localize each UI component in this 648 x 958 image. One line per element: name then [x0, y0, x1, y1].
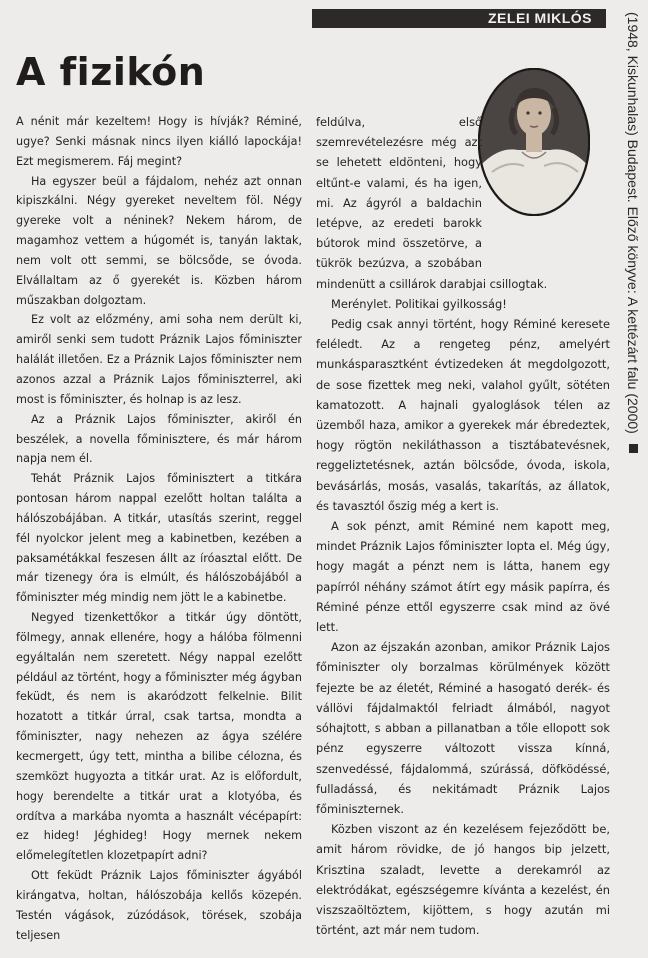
paragraph: Ez volt az előzmény, ami soha nem derült ki, amiről senki sem tudott Práznik Lajos főminiszter halálát illetően. Ez a Práznik Lajos főminiszter nem azonos azzal a Práznik Lajos főminiszterrel, aki most is főminiszter, és holnap is az lesz.	[16, 313, 302, 406]
article-title: A fizikón	[16, 50, 206, 94]
paragraph: Pedig csak annyi történt, hogy Réminé keresete feléledt. Az a rengeteg pénz, amelyért munkásparasztként évtizedeken át megdolgozott, de sose fizettek meg neki, valahol gyűlt, sötéten kamatozott. A hajnali gyaloglások télen az üzemből haza, amikor a gyerekek már ébredeztek, hogy rögtön nekiláthasson a tisztábatevésnek, reggeliztetésnek, aztán bölcsőde, óvoda, iskola, bevásárlás, mosás, vasalás, takarítás, az állatok, és tavasztól őszig még a kert is.	[316, 317, 610, 513]
portrait-wrap-space	[486, 70, 610, 265]
paragraph: Az a Práznik Lajos főminiszter, akiről én beszélek, a novella főminisztere, és már három napja nem él.	[16, 412, 302, 466]
paragraph: Negyed tizenkettőkor a titkár úgy döntött, fölmegy, annak ellenére, hogy a hálóba fölmenni egyáltalán nem szeretett. Négy nappal ezelőtt például az történt, hogy a főminiszter még ágyban feküdt, és nem is akaródzott felkelnie. Bilit hozatott a titkár úrral, csak tartsa, mondta a főminiszter, nagy nehezen az ágya szélére kecmergett, úgy tett, mintha a bilibe célozna, és szemközt hugyozta a titkár urat. Az is előfordult, hogy berendelte a titkár urat a klotyóba, és ordítva a markába nyomta a használt vécépapírt: ez hideg! Jéghideg! Hogy mernek nekem előmelegítetlen klozetpapírt adni?	[16, 611, 302, 863]
article-column-right	[316, 112, 610, 940]
author-name: ZELEI MIKLÓS	[312, 9, 606, 28]
paragraph: Tehát Práznik Lajos főminisztert a titkára pontosan három nappal ezelőtt holtan találta a hálószobájában. A titkár, utasítás szerint, reggel fél nyolckor jelent meg a kabinetben, kezében a paksamétákkal feszesen állt az íróasztal előtt. De már tizenegy óra is elmúlt, és hálószobájából a főminiszter még mindig nem jött le a kabinetbe.	[16, 472, 302, 605]
paragraph: A nénit már kezeltem! Hogy is hívják? Réminé, ugye? Senki másnak nincs ilyen kiálló lapockája! Ezt megismerem. Fáj megint?	[16, 115, 302, 168]
square-bullet-icon	[629, 444, 638, 453]
paragraph: A sok pénzt, amit Réminé nem kapott meg, mindet Práznik Lajos főminiszter lopta el. Még úgy, hogy magát a pénzt nem is látta, hanem egy papírról néhány számot átírt egy másik papírra, és Réminé pénze ettől egyszerre csak mind az övé lett.	[316, 519, 610, 635]
paragraph: Ott feküdt Práznik Lajos főminiszter ágyából kirángatva, holtan, hálószobája kellős közepén. Testén vágások, zúzódások, törések, szobája teljesen	[16, 869, 302, 942]
paragraph: Azon az éjszakán azonban, amikor Práznik Lajos főminiszter oly borzalmas körülmények között fejezte be az életét, Réminé a hasogató derék- és vállövi fájdalmaktól felriadt álmából, nagyot sóhajtott, s abban a pillanatban a tőle ellopott sok pénz egyszerre változott vissza kínná, szenvedéssé, fájdalommá, szúrássá, döfködéssé, fulladássá, és nekitámadt Práznik Lajos főminiszternek.	[316, 640, 610, 816]
paragraph: feldúlva, első szemrevételezésre még azt se lehetett eldönteni, hogy eltűnt-e valami, és ha igen, mi. Az ágyról a baldachin letépve, az eredeti barokk bútorok mind összetörve, a tükrök bezúzva, a szobában mindenütt a csillárok darabjai csillogtak.	[316, 115, 548, 291]
article-column-left	[16, 112, 302, 945]
author-bio-text: (1948, Kiskunhalas) Budapest. Előző könyve: A kettézárt falu (2000)	[625, 12, 641, 434]
paragraph: Ha egyszer beül a fájdalom, nehéz azt onnan kipiszkálni. Négy gyereket neveltem föl. Négy gyereke volt a néninek? Nekem három, de magamhoz vettem a húgomét is, tanyán laktak, nem volt ott semmi, se bölcsőde, se óvoda. Elvállaltam az ő gyerekét is. Közben három műszakban dolgoztam.	[16, 174, 302, 307]
author-bio-vertical	[624, 12, 642, 453]
paragraph: Merénylet. Politikai gyilkosság!	[331, 296, 507, 311]
paragraph: Közben viszont az én kezelésem fejeződött be, amit három rövidke, de jó hangos bip jelzett, Krisztina szaladt, levette a derekamról az elektródákat, egészségemre kívánta a kezelést, én viszszaöltöztem, kijöttem, s hogy azután mi történt, azt már nem tudom.	[316, 822, 610, 938]
